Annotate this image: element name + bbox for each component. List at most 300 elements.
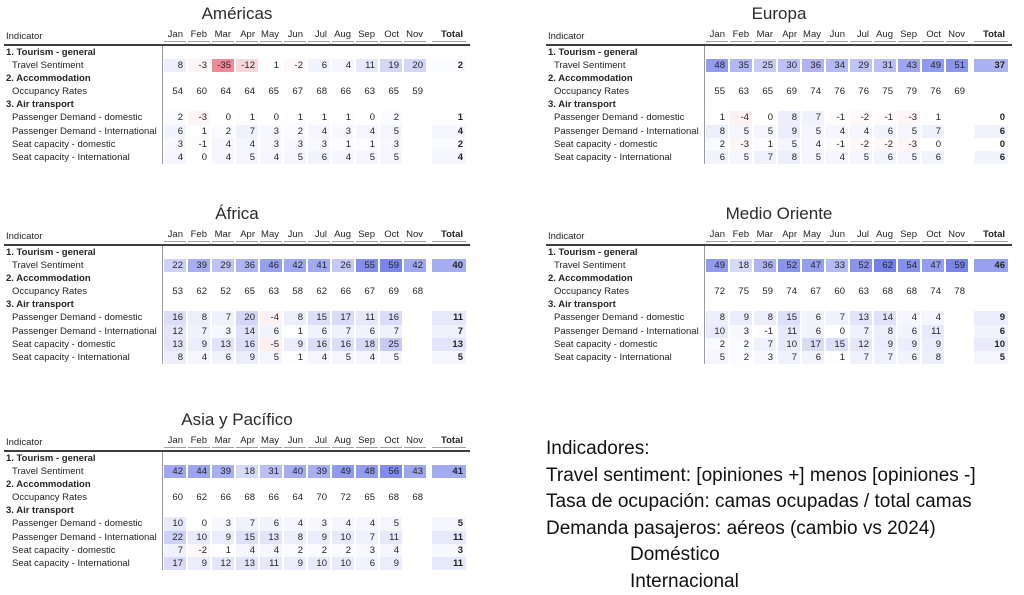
column-header-month: Jul xyxy=(308,28,330,42)
column-header-month: Aug xyxy=(874,228,896,242)
total-cell xyxy=(432,491,466,504)
table-asia-pacifico xyxy=(4,410,470,570)
value-cell: 58 xyxy=(292,286,303,298)
value-cell: 0 xyxy=(201,518,207,530)
row-label: Seat capacity - International xyxy=(12,351,130,363)
column-header-month: Mar xyxy=(754,28,776,42)
value-cell: -1 xyxy=(826,138,848,151)
value-cell: 16 xyxy=(236,338,258,351)
value-cell: 67 xyxy=(810,286,821,298)
column-header-month: Aug xyxy=(332,28,354,42)
total-cell xyxy=(974,285,1008,298)
value-cell: 3 xyxy=(212,325,234,338)
total-cell: 40 xyxy=(432,259,466,272)
value-cell: 0 xyxy=(767,112,773,124)
row-label: Travel Sentiment xyxy=(12,60,84,72)
value-cell: 15 xyxy=(826,338,848,351)
value-cell: 5 xyxy=(850,151,872,164)
value-cell: 13 xyxy=(164,338,186,351)
column-header-row xyxy=(546,26,1012,42)
value-cell: 5 xyxy=(380,351,402,364)
legend-block xyxy=(546,436,976,595)
value-cell: 16 xyxy=(308,338,330,351)
value-cell: 6 xyxy=(802,325,824,338)
column-header-total: Total xyxy=(432,434,466,448)
value-cell: -1 xyxy=(826,111,848,124)
column-header-month: Nov xyxy=(404,434,426,448)
value-cell: 4 xyxy=(922,311,944,324)
value-cell: 10 xyxy=(706,325,728,338)
value-cell: 67 xyxy=(364,286,375,298)
value-cell: 25 xyxy=(754,59,776,72)
value-cell: 0 xyxy=(839,325,845,337)
value-cell: 8 xyxy=(284,311,306,324)
table-americas xyxy=(4,4,470,164)
value-cell: 68 xyxy=(244,492,255,504)
value-cell: 7 xyxy=(356,531,378,544)
column-header-month: Mar xyxy=(754,228,776,242)
value-cell: 11 xyxy=(356,59,378,72)
data-row xyxy=(4,151,470,164)
value-cell: 11 xyxy=(356,311,378,324)
value-cell: 4 xyxy=(332,59,354,72)
value-cell: -2 xyxy=(850,111,872,124)
value-cell: 55 xyxy=(714,86,725,98)
total-cell: 4 xyxy=(432,125,466,138)
column-header-indicator: Indicator xyxy=(6,437,43,448)
value-cell: 10 xyxy=(332,557,354,570)
value-cell: 5 xyxy=(730,151,752,164)
column-header-month: May xyxy=(802,28,824,42)
value-cell: 5 xyxy=(706,351,728,364)
value-cell: 9 xyxy=(898,338,920,351)
value-cell: 1 xyxy=(284,111,306,124)
column-header-month: Jun xyxy=(284,434,306,448)
column-separator xyxy=(162,452,163,570)
value-cell: 6 xyxy=(874,151,896,164)
value-cell xyxy=(946,125,968,138)
data-row xyxy=(546,351,1012,364)
value-cell: 39 xyxy=(212,465,234,478)
total-cell: 5 xyxy=(432,351,466,364)
value-cell: 76 xyxy=(930,86,941,98)
column-header-month: Feb xyxy=(188,28,210,42)
value-cell: 0 xyxy=(225,112,231,124)
row-label: 1. Tourism - general xyxy=(6,453,96,464)
value-cell: 4 xyxy=(898,311,920,324)
value-cell: 6 xyxy=(308,151,330,164)
column-header-month: Sep xyxy=(356,28,378,42)
value-cell: 7 xyxy=(778,351,800,364)
value-cell: 5 xyxy=(802,151,824,164)
value-cell: 4 xyxy=(332,151,354,164)
column-header-month: Nov xyxy=(946,228,968,242)
value-cell: 30 xyxy=(778,59,800,72)
value-cell: 4 xyxy=(332,517,354,530)
value-cell: 6 xyxy=(922,151,944,164)
value-cell: 14 xyxy=(874,311,896,324)
value-cell: 41 xyxy=(308,259,330,272)
value-cell: 66 xyxy=(340,286,351,298)
total-cell: 2 xyxy=(432,138,466,151)
value-cell: 49 xyxy=(332,465,354,478)
column-header-total: Total xyxy=(432,228,466,242)
value-cell: 6 xyxy=(308,59,330,72)
value-cell: 0 xyxy=(935,138,941,150)
value-cell: 6 xyxy=(874,125,896,138)
column-separator xyxy=(162,246,163,364)
value-cell: 4 xyxy=(802,138,824,151)
value-cell: 2 xyxy=(380,111,402,124)
column-header-month: Oct xyxy=(922,228,944,242)
value-cell: 65 xyxy=(388,86,399,98)
value-cell: 18 xyxy=(356,338,378,351)
value-cell: 6 xyxy=(356,557,378,570)
value-cell: 7 xyxy=(380,325,402,338)
value-cell: 53 xyxy=(172,286,183,298)
value-cell: 8 xyxy=(188,311,210,324)
value-cell: 10 xyxy=(188,531,210,544)
value-cell: -1 xyxy=(754,325,776,338)
value-cell: 40 xyxy=(284,465,306,478)
value-cell: 5 xyxy=(356,151,378,164)
value-cell: 5 xyxy=(754,125,776,138)
total-cell: 3 xyxy=(432,544,466,557)
row-label: 2. Accommodation xyxy=(6,273,91,285)
section-row xyxy=(546,298,1012,311)
value-cell: 66 xyxy=(340,86,351,98)
column-header-month: Sep xyxy=(356,228,378,242)
value-cell: -12 xyxy=(236,59,258,72)
value-cell: 1 xyxy=(706,111,728,124)
column-header-month: Jan xyxy=(706,28,728,42)
table-title: Europa xyxy=(751,4,807,23)
total-cell: 10 xyxy=(974,338,1008,351)
data-row xyxy=(4,544,470,557)
value-cell: 68 xyxy=(316,86,327,98)
row-label: Seat capacity - domestic xyxy=(554,138,658,150)
value-cell xyxy=(946,138,968,151)
column-header-row xyxy=(4,26,470,42)
data-row xyxy=(546,151,1012,164)
value-cell: 6 xyxy=(260,517,282,530)
row-label: Passenger Demand - International xyxy=(554,125,699,137)
column-header-month: Feb xyxy=(730,228,752,242)
value-cell: -2 xyxy=(188,544,210,557)
value-cell: -3 xyxy=(188,59,210,72)
data-row xyxy=(4,517,470,530)
value-cell: 4 xyxy=(356,351,378,364)
value-cell: 26 xyxy=(332,259,354,272)
value-cell: -35 xyxy=(212,59,234,72)
column-header-month: Jul xyxy=(308,228,330,242)
value-cell xyxy=(404,517,426,530)
value-cell: 20 xyxy=(236,311,258,324)
value-cell: 7 xyxy=(874,351,896,364)
row-label: Seat capacity - International xyxy=(12,557,130,569)
value-cell: 5 xyxy=(802,125,824,138)
value-cell xyxy=(946,351,968,364)
value-cell: 47 xyxy=(802,259,824,272)
value-cell: 15 xyxy=(778,311,800,324)
column-header-month: Sep xyxy=(898,28,920,42)
value-cell: -3 xyxy=(898,111,920,124)
value-cell: 79 xyxy=(906,86,917,98)
value-cell: 2 xyxy=(730,351,752,364)
value-cell: 39 xyxy=(308,465,330,478)
value-cell: 1 xyxy=(188,125,210,138)
total-cell: 0 xyxy=(999,112,1005,124)
value-cell: 1 xyxy=(236,111,258,124)
value-cell xyxy=(404,125,426,138)
value-cell: 69 xyxy=(954,86,965,98)
value-cell: 15 xyxy=(308,311,330,324)
section-row xyxy=(546,46,1012,59)
value-cell: 63 xyxy=(738,86,749,98)
column-header-month: Aug xyxy=(332,228,354,242)
column-header-month: Jan xyxy=(706,228,728,242)
value-cell: 11 xyxy=(260,557,282,570)
value-cell: 12 xyxy=(164,325,186,338)
value-cell: 1 xyxy=(332,138,354,151)
value-cell: 7 xyxy=(754,151,776,164)
total-cell: 46 xyxy=(974,259,1008,272)
value-cell: 7 xyxy=(212,311,234,324)
value-cell: 3 xyxy=(308,138,330,151)
row-label: Passenger Demand - domestic xyxy=(12,312,143,324)
value-cell: 35 xyxy=(730,59,752,72)
row-label: Travel Sentiment xyxy=(12,260,84,272)
column-header-month: Jul xyxy=(308,434,330,448)
column-header-month: Jun xyxy=(826,228,848,242)
total-cell: 5 xyxy=(432,517,466,530)
value-cell: 63 xyxy=(364,86,375,98)
legend-line-demand: Demanda pasajeros: aéreos (cambio vs 2024) xyxy=(546,517,936,539)
data-row xyxy=(546,338,1012,351)
value-cell: 7 xyxy=(236,517,258,530)
column-header-month: Aug xyxy=(874,28,896,42)
data-row xyxy=(546,259,1012,272)
value-cell xyxy=(404,325,426,338)
value-cell: 2 xyxy=(284,544,306,557)
value-cell: 34 xyxy=(826,59,848,72)
value-cell: 1 xyxy=(284,325,306,338)
value-cell: 63 xyxy=(858,286,869,298)
column-header-month: May xyxy=(260,228,282,242)
row-label: 1. Tourism - general xyxy=(548,47,638,58)
value-cell: 4 xyxy=(308,351,330,364)
value-cell: 65 xyxy=(364,492,375,504)
data-row xyxy=(4,351,470,364)
table-body xyxy=(4,46,470,164)
table-medio-oriente xyxy=(546,204,1012,364)
column-header-total: Total xyxy=(432,28,466,42)
value-cell: 6 xyxy=(898,351,920,364)
row-label: Passenger Demand - International xyxy=(12,325,157,337)
value-cell: 1 xyxy=(212,544,234,557)
table-title: África xyxy=(215,204,259,223)
value-cell: 5 xyxy=(380,517,402,530)
value-cell: 65 xyxy=(244,286,255,298)
row-label: Passenger Demand - International xyxy=(12,125,157,137)
value-cell: 4 xyxy=(380,544,402,557)
table-body xyxy=(4,452,470,570)
row-label: Occupancy Rates xyxy=(12,492,87,504)
row-label: Passenger Demand - domestic xyxy=(554,112,685,124)
value-cell: 3 xyxy=(332,125,354,138)
row-label: Seat capacity - domestic xyxy=(12,138,116,150)
column-header-month: Oct xyxy=(380,228,402,242)
value-cell: 7 xyxy=(922,125,944,138)
value-cell: 11 xyxy=(922,325,944,338)
value-cell: 9 xyxy=(922,338,944,351)
total-cell xyxy=(432,285,466,298)
value-cell: 13 xyxy=(212,338,234,351)
value-cell: 4 xyxy=(284,517,306,530)
data-row xyxy=(4,259,470,272)
data-row xyxy=(4,111,470,124)
column-header-month: May xyxy=(802,228,824,242)
data-row xyxy=(546,311,1012,324)
value-cell: 4 xyxy=(356,517,378,530)
row-label: Seat capacity - International xyxy=(554,351,672,363)
total-cell xyxy=(432,85,466,98)
value-cell: 7 xyxy=(164,544,186,557)
value-cell: 29 xyxy=(212,259,234,272)
column-header-month: Jun xyxy=(284,28,306,42)
value-cell: 4 xyxy=(236,544,258,557)
value-cell: 2 xyxy=(164,111,186,124)
column-header-month: Feb xyxy=(188,434,210,448)
value-cell: 49 xyxy=(706,259,728,272)
column-header-total: Total xyxy=(974,28,1008,42)
value-cell: 0 xyxy=(201,151,207,163)
value-cell: 69 xyxy=(786,86,797,98)
table-europa xyxy=(546,4,1012,164)
row-label: 2. Accommodation xyxy=(548,273,633,285)
legend-line-international: Internacional xyxy=(630,570,739,592)
value-cell: 3 xyxy=(356,544,378,557)
column-header-month: Nov xyxy=(404,28,426,42)
value-cell: 68 xyxy=(906,286,917,298)
value-cell: 11 xyxy=(778,325,800,338)
value-cell: 2 xyxy=(706,338,728,351)
total-cell: 11 xyxy=(432,531,466,544)
column-header-row xyxy=(4,226,470,242)
value-cell: 64 xyxy=(292,492,303,504)
row-label: 3. Air transport xyxy=(6,99,74,111)
value-cell: 36 xyxy=(754,259,776,272)
column-header-indicator: Indicator xyxy=(6,31,43,42)
table-body xyxy=(546,46,1012,164)
column-header-month: Mar xyxy=(212,434,234,448)
row-label: Occupancy Rates xyxy=(12,86,87,98)
value-cell: 9 xyxy=(212,531,234,544)
value-cell: 13 xyxy=(260,531,282,544)
value-cell xyxy=(404,111,426,124)
value-cell: 7 xyxy=(826,311,848,324)
value-cell: 29 xyxy=(850,59,872,72)
value-cell: 33 xyxy=(826,259,848,272)
value-cell: 3 xyxy=(380,138,402,151)
value-cell: 3 xyxy=(260,138,282,151)
table-title: Medio Oriente xyxy=(725,204,833,223)
value-cell: 5 xyxy=(260,351,282,364)
value-cell: 8 xyxy=(922,351,944,364)
column-header-month: Jan xyxy=(164,434,186,448)
value-cell: 18 xyxy=(730,259,752,272)
value-cell: 36 xyxy=(802,59,824,72)
row-label: Passenger Demand - domestic xyxy=(554,312,685,324)
value-cell: 75 xyxy=(882,86,893,98)
value-cell: 17 xyxy=(164,557,186,570)
column-header-month: Apr xyxy=(236,28,258,42)
column-header-row xyxy=(546,226,1012,242)
value-cell: 22 xyxy=(164,259,186,272)
value-cell: 4 xyxy=(850,125,872,138)
value-cell: 9 xyxy=(188,557,210,570)
value-cell: 48 xyxy=(706,59,728,72)
data-row xyxy=(4,491,470,504)
value-cell: 72 xyxy=(340,492,351,504)
value-cell: 62 xyxy=(316,286,327,298)
row-label: Seat capacity - domestic xyxy=(554,338,658,350)
column-separator xyxy=(704,46,705,164)
value-cell: 2 xyxy=(706,138,728,151)
value-cell: 9 xyxy=(778,125,800,138)
value-cell: 10 xyxy=(332,531,354,544)
value-cell: 4 xyxy=(164,151,186,164)
value-cell: 5 xyxy=(730,125,752,138)
value-cell: 5 xyxy=(898,125,920,138)
total-cell: 41 xyxy=(432,465,466,478)
data-row xyxy=(4,285,470,298)
value-cell xyxy=(946,325,968,338)
value-cell: 3 xyxy=(164,138,186,151)
total-cell: 6 xyxy=(974,325,1008,338)
value-cell: 10 xyxy=(308,557,330,570)
column-separator xyxy=(162,46,163,164)
total-cell: 11 xyxy=(432,557,466,570)
value-cell: 65 xyxy=(268,86,279,98)
column-header-month: Feb xyxy=(188,228,210,242)
row-label: Travel Sentiment xyxy=(12,466,84,478)
value-cell: -2 xyxy=(850,138,872,151)
value-cell: 7 xyxy=(802,111,824,124)
value-cell: 67 xyxy=(292,86,303,98)
value-cell: 42 xyxy=(404,259,426,272)
value-cell: 70 xyxy=(316,492,327,504)
value-cell: -2 xyxy=(874,138,896,151)
column-header-month: Mar xyxy=(212,28,234,42)
table-africa xyxy=(4,204,470,364)
value-cell: 12 xyxy=(850,338,872,351)
value-cell xyxy=(946,338,968,351)
value-cell: 43 xyxy=(404,465,426,478)
value-cell: 2 xyxy=(284,125,306,138)
value-cell: 17 xyxy=(802,338,824,351)
legend-line-domestic: Doméstico xyxy=(630,544,720,565)
value-cell: 72 xyxy=(714,286,725,298)
value-cell: 60 xyxy=(172,492,183,504)
total-cell: 6 xyxy=(974,125,1008,138)
value-cell: -1 xyxy=(874,111,896,124)
column-header-month: Jan xyxy=(164,28,186,42)
value-cell: -5 xyxy=(260,338,282,351)
value-cell: 0 xyxy=(369,112,375,124)
row-label: Seat capacity - domestic xyxy=(12,544,116,556)
section-row xyxy=(4,298,470,311)
